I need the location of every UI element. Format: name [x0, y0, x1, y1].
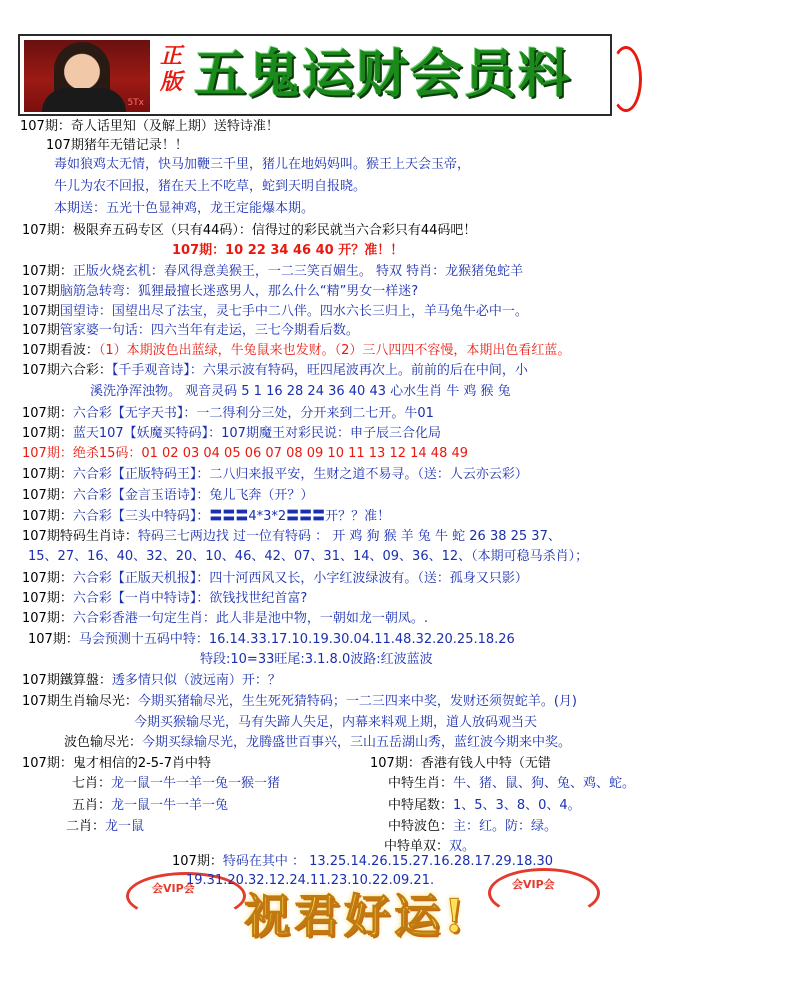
segment-line: 特段:10=33旺尾:3.1.8.0波路:红波蓝波 [200, 652, 433, 667]
abacus-line: 107期鐵算盤：透多情只似（波远南）开：？ [22, 673, 281, 688]
left-row-seven: 七肖：龙一鼠一牛一羊一兔一猴一猪 [72, 776, 281, 791]
zodiac-poem-line-1: 107期特码生肖诗：特码三七两边找 过一位有特码 ： 开 鸡 狗 猴 羊 兔 牛 蛇 26 38 25 37、 [22, 529, 561, 544]
lose-line-3: 波色输尽光：今期买绿输尽光，龙腾盛世百事兴，三山五岳湖山秀，蓝红波今期来中奖。 [64, 735, 572, 750]
king-line: 107期：六合彩【正版特码王】：二八归来报平安，生财之道不易寻。（送：人云亦云彩） [22, 467, 528, 482]
fire-line: 107期：正版火烧玄机：春风得意美猴王，一二三笑百媚生。 特双 特肖：龙猴猪兔蛇羊 [22, 264, 524, 279]
vip-seal-right-text: 会VIP会 [512, 878, 555, 891]
record-line: 107期猪年无错记录！！ [46, 138, 188, 153]
right-row-wave: 中特波色：主：红。防：绿。 [388, 819, 558, 834]
three-head-line: 107期：六合彩【三头中特码】：〓〓〓4*3*2〓〓〓开？？准！ [22, 509, 391, 524]
lose-line-1: 107期生肖输尽光：今期买猪输尽光，生生死死猜特码；一二三四来中奖，发财还须贺蛇羊。(月) [22, 694, 577, 709]
kill-line: 107期：绝杀15码：01 02 03 04 05 06 07 08 09 10 11 13 12 14 48 49 [22, 446, 469, 461]
right-col-head: 107期：香港有钱人中特（无错 [370, 756, 551, 771]
right-row-parity: 中特单双：双。 [384, 839, 476, 854]
lose-line-2: 今期买猴输尽光，马有失蹄人失足，内幕来料观上期，道人放码观当天 [134, 715, 538, 730]
good-luck-slogan: 祝君好运! [244, 889, 469, 943]
final-numbers-line-2: 19.31.20.32.12.24.11.23.10.22.09.21. [186, 873, 435, 888]
intro-line: 107期：奇人话里知（及解上期）送特诗准！ [20, 119, 279, 134]
hk-line: 107期：六合彩香港一句定生肖：此人非是池中物，一朝如龙一朝凤。. [22, 611, 428, 626]
fifteen-line: 107期：马会预测十五码中特：16.14.33.17.10.19.30.04.11.48.32.20.25.18.26 [28, 632, 515, 647]
poem-line-2: 牛儿为农不回报，猪在天上不吃草，蛇到天明自报晓。 [54, 179, 367, 194]
portrait-shirt [42, 88, 126, 112]
final-numbers-line-1: 107期：特码在其中 ： 13.25.14.26.15.27.16.28.17.29.18.30 [172, 854, 554, 869]
red-seal-fragment [610, 46, 642, 112]
right-row-zodiac: 中特生肖：牛、猪、鼠、狗、兔、鸡、蛇。 [388, 776, 636, 791]
guanyin-line-2: 溪洗净浑浊物。 观音灵码 5 1 16 28 24 36 40 43 心水生肖 牛 鸡 猴 兔 [90, 384, 511, 399]
host-photo [24, 40, 150, 112]
genuine-badge: 正版 [159, 44, 182, 95]
vip-seal-left-text: 会VIP会 [152, 882, 195, 895]
guowang-line: 107期国望诗：国望出尽了法宝，灵七手中二八伴。四水六长三归上，羊马兔牛必中一。 [22, 304, 528, 319]
page-title: 五鬼运财会员料 [194, 45, 573, 105]
limit-numbers: 107期：10 22 34 46 40 开？准！！ [172, 243, 404, 258]
demon-line: 107期：蓝天107【妖魔买特码】：107期魔王对彩民说：申子辰三合化局 [22, 426, 441, 441]
wave-line: 107期看波：（1）本期波色出蓝绿，牛兔鼠来也发财。（2）三八四四不容慢，本期出色看红蓝。 [22, 343, 571, 358]
poem-line-3: 本期送：五光十色显神鸡，龙王定能爆本期。 [54, 201, 315, 216]
left-row-two: 二肖：龙一鼠 [66, 819, 145, 834]
right-row-tail: 中特尾数：1、5、3、8、0、4。 [388, 798, 581, 813]
one-zodiac-line: 107期：六合彩【一肖中特诗】：欲钱找世纪首富? [22, 591, 308, 606]
header-banner [18, 34, 612, 116]
zodiac-poem-line-2: 15、27、16、40、32、20、10、46、42、07、31、14、09、36、12、（本期可稳马杀肖）； [28, 549, 589, 564]
riddle-line: 107期脑筋急转弯：狐狸最擅长迷惑男人，那么什么“精”男女一样迷? [22, 284, 419, 299]
golden-line: 107期：六合彩【金言玉语诗】：兔儿飞奔（开？） [22, 488, 314, 503]
guanyin-line-1: 107期六合彩：【千手观音诗】：六果示波有特码，旺四尾波再次上。前前的后在中间，小 [22, 363, 528, 378]
photo-caption: 5Tx [127, 98, 144, 108]
left-col-head: 107期：鬼才相信的2-5-7肖中特 [22, 756, 212, 771]
tianshu-line: 107期：六合彩【无字天书】：一二得利分三处，分开来到二七开。牛01 [22, 406, 434, 421]
tianji-line: 107期：六合彩【正版天机报】：四十河西风又长，小字红波绿波有。（送：孤身又只影） [22, 571, 528, 586]
left-row-five: 五肖：龙一鼠一牛一羊一兔 [72, 798, 229, 813]
limit-line: 107期：极限弃五码专区（只有44码）：信得过的彩民就当六合彩只有44码吧！ [22, 223, 477, 238]
housekeeper-line: 107期管家婆一句话：四六当年有走运，三七今期看后数。 [22, 323, 359, 338]
poem-line-1: 毒如狼鸡太无情，快马加鞭三千里，猪儿在地妈妈叫。猴王上天会玉帝， [54, 157, 471, 172]
